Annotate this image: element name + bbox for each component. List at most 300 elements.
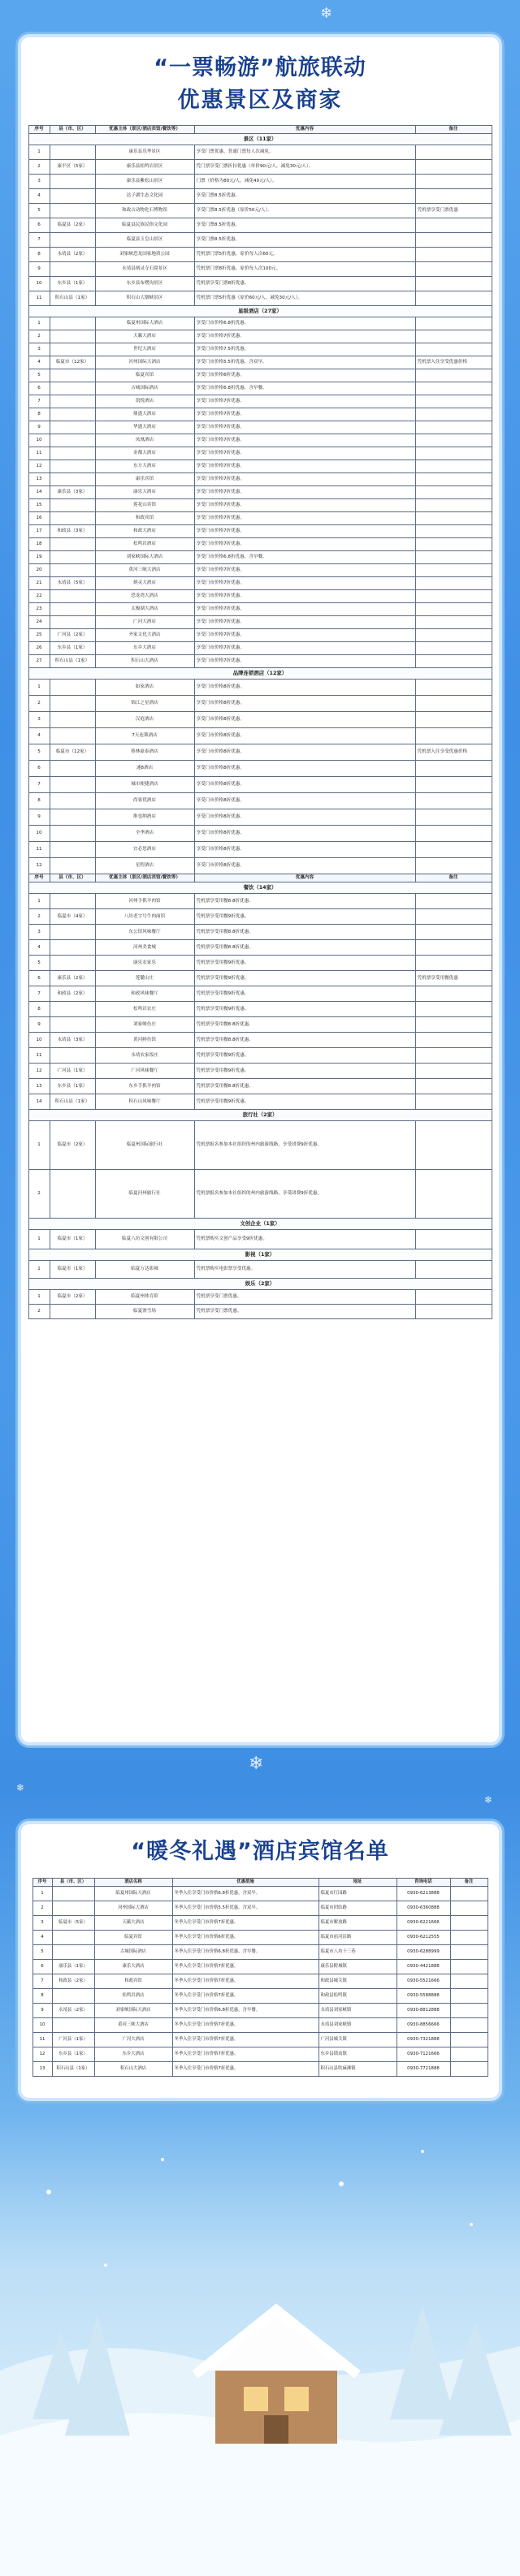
row-number: 7 [28,395,50,408]
venue-name: 如家酒店 [95,680,194,696]
section-winter-hotel-panel [18,1821,502,2101]
benefit-text: 享受门票8.5折优惠（原价50元/人）。 [194,204,415,218]
row-number: 8 [32,1988,52,2003]
note-cell [415,1064,492,1079]
benefit-text: 享受门市价格7折优惠。 [194,629,415,642]
table-row [28,160,492,175]
note-cell [415,826,492,842]
benefit-text: 凭机票门票8折优惠，原价每人次100元。 [194,262,415,277]
hotel-name: 黄河三峡大酒店 [94,2017,172,2032]
region-cell: 积石山县（1家） [50,291,95,306]
region-cell: 广河县（1家） [50,1064,95,1079]
venue-name: 东乡大酒店 [95,642,194,655]
venue-name: 黄河鲜鱼馆 [95,1033,194,1048]
region-cell [52,1944,94,1959]
row-number: 13 [28,473,50,486]
region-cell: 康乐县（2家） [50,971,95,986]
table-row [32,1988,488,2003]
table-row [28,538,492,551]
note-cell [415,382,492,395]
address-cell: 永靖县刘家峡镇 [318,2017,396,2032]
region-cell [50,175,95,189]
benefit-text: 享受门市价格7折优惠。 [194,460,415,473]
note-cell [415,761,492,777]
venue-name: 临夏滑雪场 [95,1305,194,1319]
table-row [28,486,492,499]
note-cell [415,1170,492,1219]
phone-cell: 0930-6213888 [396,1886,450,1901]
table-row [28,382,492,395]
region-cell [50,473,95,486]
category-title: 影视（1家） [28,1249,492,1261]
table-row [28,826,492,842]
row-number: 5 [28,204,50,218]
venue-name: 东乡县布楞沟景区 [95,277,194,291]
region-cell [50,395,95,408]
snowflake-icon: ❄ [484,1794,493,1806]
region-cell [50,551,95,564]
note-cell [415,1017,492,1033]
region-cell [50,603,95,616]
benefit-text: 享受门市价格7折优惠。 [194,486,415,499]
table-row [28,175,492,189]
region-cell [50,826,95,842]
hotel-name: 古城国际酒店 [94,1944,172,1959]
venue-name: 康乐大酒店 [95,486,194,499]
table-row [28,842,492,858]
table-row [28,642,492,655]
venue-name: 达子湖生态文化园 [95,189,194,204]
row-number: 2 [28,1170,50,1219]
venue-name: 松鸣岩酒店 [95,538,194,551]
region-cell: 积石山县（1家） [50,1094,95,1110]
row-number: 24 [28,616,50,629]
category-title: 娱乐（2家） [28,1279,492,1290]
venue-name: 汉庭酒店 [95,712,194,728]
benefit-text: 享受门市价格7折优惠。 [194,655,415,668]
row-number: 11 [28,842,50,858]
row-number: 8 [28,408,50,421]
table-row [28,894,492,909]
benefit-text: 享受门市价格8折优惠。 [194,761,415,777]
note-cell [415,577,492,590]
address-cell: 广河县城关镇 [318,2032,396,2047]
row-number: 4 [28,356,50,369]
region-cell: 东乡县（1家） [50,277,95,291]
note-cell [415,248,492,262]
snowflake-icon: ❄ [16,1782,25,1793]
note-cell [415,421,492,434]
row-number: 8 [28,793,50,809]
benefit-text: 凭机票购买电影票享受优惠。 [194,1261,415,1279]
benefit-text: 门票（价格为80元/人，减免40元/人）。 [194,175,415,189]
venue-name: 齐家文化大酒店 [95,629,194,642]
row-number: 4 [32,1930,52,1944]
venue-name: 刘家峡国际大酒店 [95,551,194,564]
venue-name: 格林豪泰酒店 [95,744,194,761]
benefit-text: 享受门市价格6.8折优惠，含早餐。 [194,382,415,395]
table-row [28,793,492,809]
venue-name: 莲花山宾馆 [95,499,194,512]
note-cell [415,1261,492,1279]
table-row [32,1959,488,1974]
note-cell [415,434,492,447]
table-row [28,145,492,160]
benefit-text: 凭机票报名参加本社组织的州内旅游线路，享受团费9折优惠。 [194,1121,415,1170]
category-row [28,1110,492,1121]
category-row [28,1279,492,1290]
note-cell [415,986,492,1002]
venue-name: 刘家峡鱼庄 [95,1017,194,1033]
benefit-text: 凭机票门票5折优惠（原价60元/人，减免30元/人）。 [194,291,415,306]
row-number: 5 [28,369,50,382]
row-number: 7 [28,777,50,793]
row-number: 17 [28,525,50,538]
benefit-text: 凭机票购买文创产品享受9折优惠。 [194,1230,415,1249]
row-number: 3 [32,1915,52,1930]
venue-name: 河州美食城 [95,940,194,956]
winter-table-header [32,1879,488,1887]
venue-name: 康乐县紫松山景区 [95,175,194,189]
benefit-text: 凭机票享受用餐9折优惠。 [194,1002,415,1017]
table-row [28,277,492,291]
venue-name: 鼎盛大酒店 [95,408,194,421]
row-number: 8 [28,1002,50,1017]
region-cell: 临夏市（4家） [50,909,95,925]
table-row [28,1261,492,1279]
region-cell [50,233,95,248]
table-row [28,447,492,460]
benefit-text: 享受门市价格7折优惠。 [194,434,415,447]
note-cell [450,1974,488,1988]
column-header: 咨询电话 [396,1879,450,1887]
region-cell [50,564,95,577]
benefit-text: 冬季入住享受门市价格7折优惠。 [172,2047,318,2061]
row-number: 4 [28,189,50,204]
region-cell [50,1305,95,1319]
row-number: 9 [28,262,50,277]
table-row [28,233,492,248]
region-cell [50,925,95,940]
address-cell: 临夏市前河沿路 [318,1930,396,1944]
phone-cell: 0930-6212555 [396,1930,450,1944]
benefit-text: 凭机票享受用餐9折优惠。 [194,1048,415,1064]
table-row [28,655,492,668]
region-cell [50,858,95,874]
region-cell: 永靖县（5家） [50,577,95,590]
table-row [28,744,492,761]
table-row [28,434,492,447]
region-cell [52,1988,94,2003]
row-number: 25 [28,629,50,642]
note-cell [415,486,492,499]
note-cell [415,175,492,189]
venue-name: 积石山大酒店 [95,655,194,668]
venue-name: 凯悦酒店 [95,395,194,408]
phone-cell: 0930-5588888 [396,1988,450,2003]
note-cell [415,680,492,696]
table-row [28,940,492,956]
section2-title: “暖冬礼遇”酒店宾馆名单 [131,1839,389,1864]
region-cell [50,317,95,330]
note-cell [450,1988,488,2003]
row-number: 1 [28,1121,50,1170]
table-row [28,909,492,925]
benefit-text: 享受门市价格8折优惠。 [194,680,415,696]
benefit-text: 享受门市价格7折优惠。 [194,577,415,590]
note-cell [450,1915,488,1930]
benefit-text: 凭机票门票5折优惠，原价每人次60元。 [194,248,415,262]
row-number: 11 [28,447,50,460]
region-cell: 广河县（1家） [52,2032,94,2047]
region-cell: 临夏市（12家） [50,744,95,761]
region-cell [50,761,95,777]
benefit-text: 凭机票享受用餐8.8折优惠。 [194,940,415,956]
region-cell [52,1901,94,1915]
region-cell [50,712,95,728]
winter-hotel-table [32,1878,488,2077]
benefit-text: 享受门市价格7折优惠。 [194,473,415,486]
venue-name: 锦江之星酒店 [95,696,194,712]
note-cell [415,777,492,793]
note-cell [415,218,492,233]
note-cell [450,1959,488,1974]
note-cell [450,2003,488,2017]
region-cell [50,842,95,858]
table-row [32,2003,488,2017]
venue-name: 临夏八坊文创有限公司 [95,1230,194,1249]
benefit-text: 享受门市价格8折优惠。 [194,793,415,809]
table-row [28,1170,492,1219]
benefit-text: 享受门市价格5.5折优惠，含双早。 [194,356,415,369]
benefit-text: 享受门市价格7折优惠。 [194,447,415,460]
note-cell [415,160,492,175]
column-header: 优惠主体（景区/酒店宾馆/餐饮等） [95,874,194,882]
region-cell [50,447,95,460]
region-cell [52,1886,94,1901]
table-row [32,2017,488,2032]
note-cell [415,940,492,956]
table-row [28,1079,492,1094]
row-number: 10 [28,434,50,447]
benefit-text: 享受门市价格8折优惠。 [194,712,415,728]
table-row [28,248,492,262]
region-cell [50,330,95,343]
region-cell [50,793,95,809]
region-cell [50,145,95,160]
row-number: 2 [28,330,50,343]
hotel-name: 松鸣岩酒店 [94,1988,172,2003]
note-cell [415,1094,492,1110]
note-cell [415,460,492,473]
row-number: 14 [28,486,50,499]
venue-name: 华盛大酒店 [95,421,194,434]
row-number: 12 [28,858,50,874]
region-cell [50,1048,95,1064]
row-number: 26 [28,642,50,655]
venue-name: 永靖县炳灵寺石窟景区 [95,262,194,277]
benefit-text: 凭机票享受用餐9折优惠。 [194,1064,415,1079]
table-row [28,616,492,629]
column-header: 序号 [32,1879,52,1887]
venue-name: 刘家峡恐龙国家地质公园 [95,248,194,262]
note-cell [415,655,492,668]
region-cell [50,189,95,204]
benefit-text: 凭机票享受门票优惠。 [194,1290,415,1305]
benefit-text: 凭机票享受用餐9折优惠。 [194,1094,415,1110]
region-cell: 临夏县（2家） [50,218,95,233]
region-cell: 康乐县（3家） [50,486,95,499]
benefit-text: 享受门市价格7折优惠。 [194,564,415,577]
row-number: 10 [32,2017,52,2032]
region-cell: 广河县（2家） [50,629,95,642]
table-row [28,728,492,744]
category-title: 旅行社（2家） [28,1110,492,1121]
benefit-text: 享受门市价格7折优惠。 [194,512,415,525]
table-row [28,218,492,233]
region-cell: 和政县（2家） [50,986,95,1002]
benefit-text: 凭机票享受门票优惠。 [194,1305,415,1319]
note-cell [415,369,492,382]
table-row [32,1944,488,1959]
phone-cell: 0930-4421888 [396,1959,450,1974]
benefit-text: 凭机票报名参加本社组织的州内旅游线路，享受团费9折优惠。 [194,1170,415,1219]
region-cell: 康平区（5家） [50,160,95,175]
table-row [28,473,492,486]
row-number: 11 [28,1048,50,1064]
region-cell [50,1002,95,1017]
hotel-name: 刘家峡国际大酒店 [94,2003,172,2017]
note-cell [415,728,492,744]
table-row [28,189,492,204]
row-number: 2 [28,1305,50,1319]
note-cell [415,1079,492,1094]
benefit-text: 冬季入住享受门市价格7折优惠。 [172,1988,318,2003]
venue-name: 金都大酒店 [95,447,194,460]
table-row [28,925,492,940]
benefit-text: 享受门市价格7折优惠。 [194,590,415,603]
table-row [32,2047,488,2061]
row-number: 22 [28,590,50,603]
row-number: 11 [32,2032,52,2047]
table-header [28,126,492,134]
column-header: 县（市、区） [50,874,95,882]
row-number: 21 [28,577,50,590]
venue-name: 永靖农家饭庄 [95,1048,194,1064]
row-number: 10 [28,826,50,842]
table-row [28,1064,492,1079]
row-number: 1 [28,1290,50,1305]
region-cell [52,1930,94,1944]
benefit-text: 享受门市价格7折优惠。 [194,538,415,551]
hotel-name: 积石山大酒店 [94,2061,172,2076]
row-number: 14 [28,1094,50,1110]
region-cell: 永靖县（2家） [52,2003,94,2017]
table-row [28,577,492,590]
venue-name: 和政大酒店 [95,525,194,538]
column-header: 县（市、区） [50,126,95,134]
row-number: 6 [28,382,50,395]
venue-name: 和政风味餐厅 [95,986,194,1002]
table-row [28,1094,492,1110]
table-row [28,1017,492,1033]
hotel-name: 和政宾馆 [94,1974,172,1988]
benefit-text: 享受门票8.5折优惠。 [194,218,415,233]
note-cell [415,1048,492,1064]
hotel-name: 东乡大酒店 [94,2047,172,2061]
region-cell [50,940,95,956]
note-cell [415,1002,492,1017]
table-row [28,986,492,1002]
note-cell [415,925,492,940]
benefit-table [28,125,492,1319]
venue-name: 积石山风味餐厅 [95,1094,194,1110]
snow-cabin-scene [0,2127,520,2576]
venue-name: 太极湖大酒店 [95,603,194,616]
venue-name: 东乡手抓羊肉馆 [95,1079,194,1094]
phone-cell: 0930-6221666 [396,1915,450,1930]
note-cell [415,603,492,616]
row-number: 10 [28,1033,50,1048]
table-row [32,1974,488,1988]
column-header: 优惠内容 [194,126,415,134]
note-cell [415,590,492,603]
category-title: 餐饮（14家） [28,882,492,894]
region-cell: 临夏市（12家） [50,356,95,369]
row-number: 1 [28,894,50,909]
row-number: 3 [28,175,50,189]
note-cell [450,1930,488,1944]
note-cell [415,1290,492,1305]
region-cell: 临夏市（1家） [50,1230,95,1249]
note-cell [415,712,492,728]
address-cell: 积石山县吹麻滩镇 [318,2061,396,2076]
row-number: 13 [32,2061,52,2076]
venue-name: 康乐县乐华景区 [95,145,194,160]
benefit-text: 冬季入住享受门市价格7折优惠。 [172,2017,318,2032]
address-cell: 临夏市解放路 [318,1915,396,1930]
column-header: 优惠措施 [172,1879,318,1887]
benefit-text: 享受门市价格6.8折优惠。 [194,317,415,330]
venue-name: 速8酒店 [95,761,194,777]
table-row [28,956,492,971]
venue-name: 康乐农家乐 [95,956,194,971]
venue-name: 松鸣岩农庄 [95,1002,194,1017]
row-number: 6 [28,761,50,777]
region-cell [50,343,95,356]
section-airline-tour-panel [18,34,502,1745]
region-cell: 临夏市（2家） [50,1121,95,1170]
region-cell [50,590,95,603]
phone-cell: 0930-7721888 [396,2061,450,2076]
category-row [28,882,492,894]
benefit-text: 冬季入住享受门市价格6.8折优惠，含双早。 [172,1886,318,1901]
row-number: 2 [28,696,50,712]
region-cell [50,369,95,382]
note-cell [415,1121,492,1170]
venue-name: 古城国际酒店 [95,382,194,395]
table-row [28,512,492,525]
note-cell [415,512,492,525]
note-cell [415,525,492,538]
venue-name: 7天连锁酒店 [95,728,194,744]
table-row [28,761,492,777]
venue-name: 临夏州国际旅行社 [95,1121,194,1170]
region-cell [50,894,95,909]
benefit-text: 冬季入住享受门市价格7折优惠。 [172,1915,318,1930]
region-cell [50,421,95,434]
column-header: 序号 [28,126,50,134]
